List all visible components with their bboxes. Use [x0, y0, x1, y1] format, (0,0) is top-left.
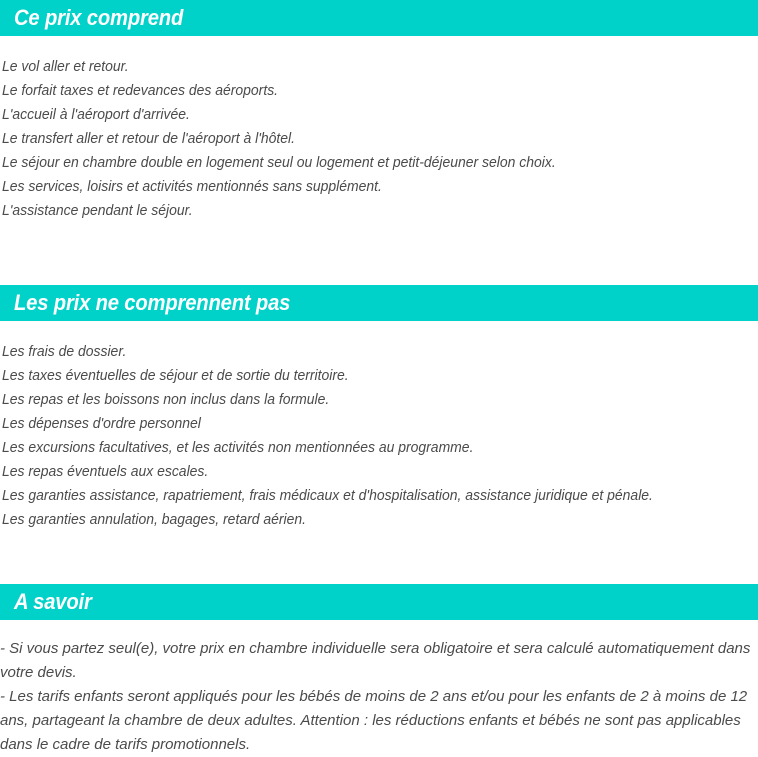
- spacer: [0, 620, 758, 637]
- list-item: Les garanties annulation, bagages, retard aérien.: [2, 511, 307, 528]
- section-body-included: [0, 55, 758, 223]
- section-gap: [0, 223, 758, 285]
- section-not-included: [0, 285, 758, 532]
- list-item: Le vol aller et retour.: [2, 58, 129, 75]
- section-to-know: [0, 584, 758, 757]
- list-item: Les repas et les boissons non inclus dans la formule.: [2, 391, 330, 408]
- list-item: Les frais de dossier.: [2, 343, 127, 360]
- included-list: [2, 55, 758, 223]
- section-gap: [0, 532, 758, 584]
- list-item: Le forfait taxes et redevances des aéroports.: [2, 82, 279, 99]
- list-item: Le séjour en chambre double en logement seul ou logement et petit-déjeuner selon choix.: [2, 154, 556, 171]
- section-header-bar-included: [0, 0, 758, 36]
- list-item: Les dépenses d'ordre personnel: [2, 415, 201, 432]
- list-item: Les services, loisirs et activités mentionnés sans supplément.: [2, 178, 382, 195]
- section-body-not-included: [0, 340, 758, 532]
- spacer: [0, 36, 758, 55]
- list-item: Le transfert aller et retour de l'aéroport à l'hôtel.: [2, 130, 296, 147]
- list-item: Les taxes éventuelles de séjour et de sortie du territoire.: [2, 367, 349, 384]
- section-title-to-know: A savoir: [14, 589, 92, 614]
- list-item: Les garanties assistance, rapatriement, frais médicaux et d'hospitalisation, assistance juridique et pénale.: [2, 487, 653, 504]
- list-item: L'accueil à l'aéroport d'arrivée.: [2, 106, 190, 123]
- section-title-not-included: Les prix ne comprennent pas: [14, 290, 291, 315]
- section-included: [0, 0, 758, 223]
- list-item: Les excursions facultatives, et les activités non mentionnées au programme.: [2, 439, 474, 456]
- list-item: Les repas éventuels aux escales.: [2, 463, 209, 480]
- spacer: [0, 321, 758, 340]
- section-header-bar-not-included: [0, 285, 758, 321]
- list-item: L'assistance pendant le séjour.: [2, 202, 193, 219]
- paragraph: - Si vous partez seul(e), votre prix en chambre individuelle sera obligatoire et sera calculé automatiquement dans votre devis.: [0, 640, 751, 681]
- section-body-to-know: [0, 637, 758, 757]
- section-header-bar-to-know: [0, 584, 758, 620]
- paragraph: - Les tarifs enfants seront appliqués pour les bébés de moins de 2 ans et/ou pour les enfants de 2 à moins de 12 ans, partageant la chambre de deux adultes. Attention : les réductions enfants et bébés ne sont pas applicables dans le cadre de tarifs promotionnels.: [0, 688, 748, 753]
- not-included-list: [2, 340, 758, 532]
- section-title-included: Ce prix comprend: [14, 5, 184, 30]
